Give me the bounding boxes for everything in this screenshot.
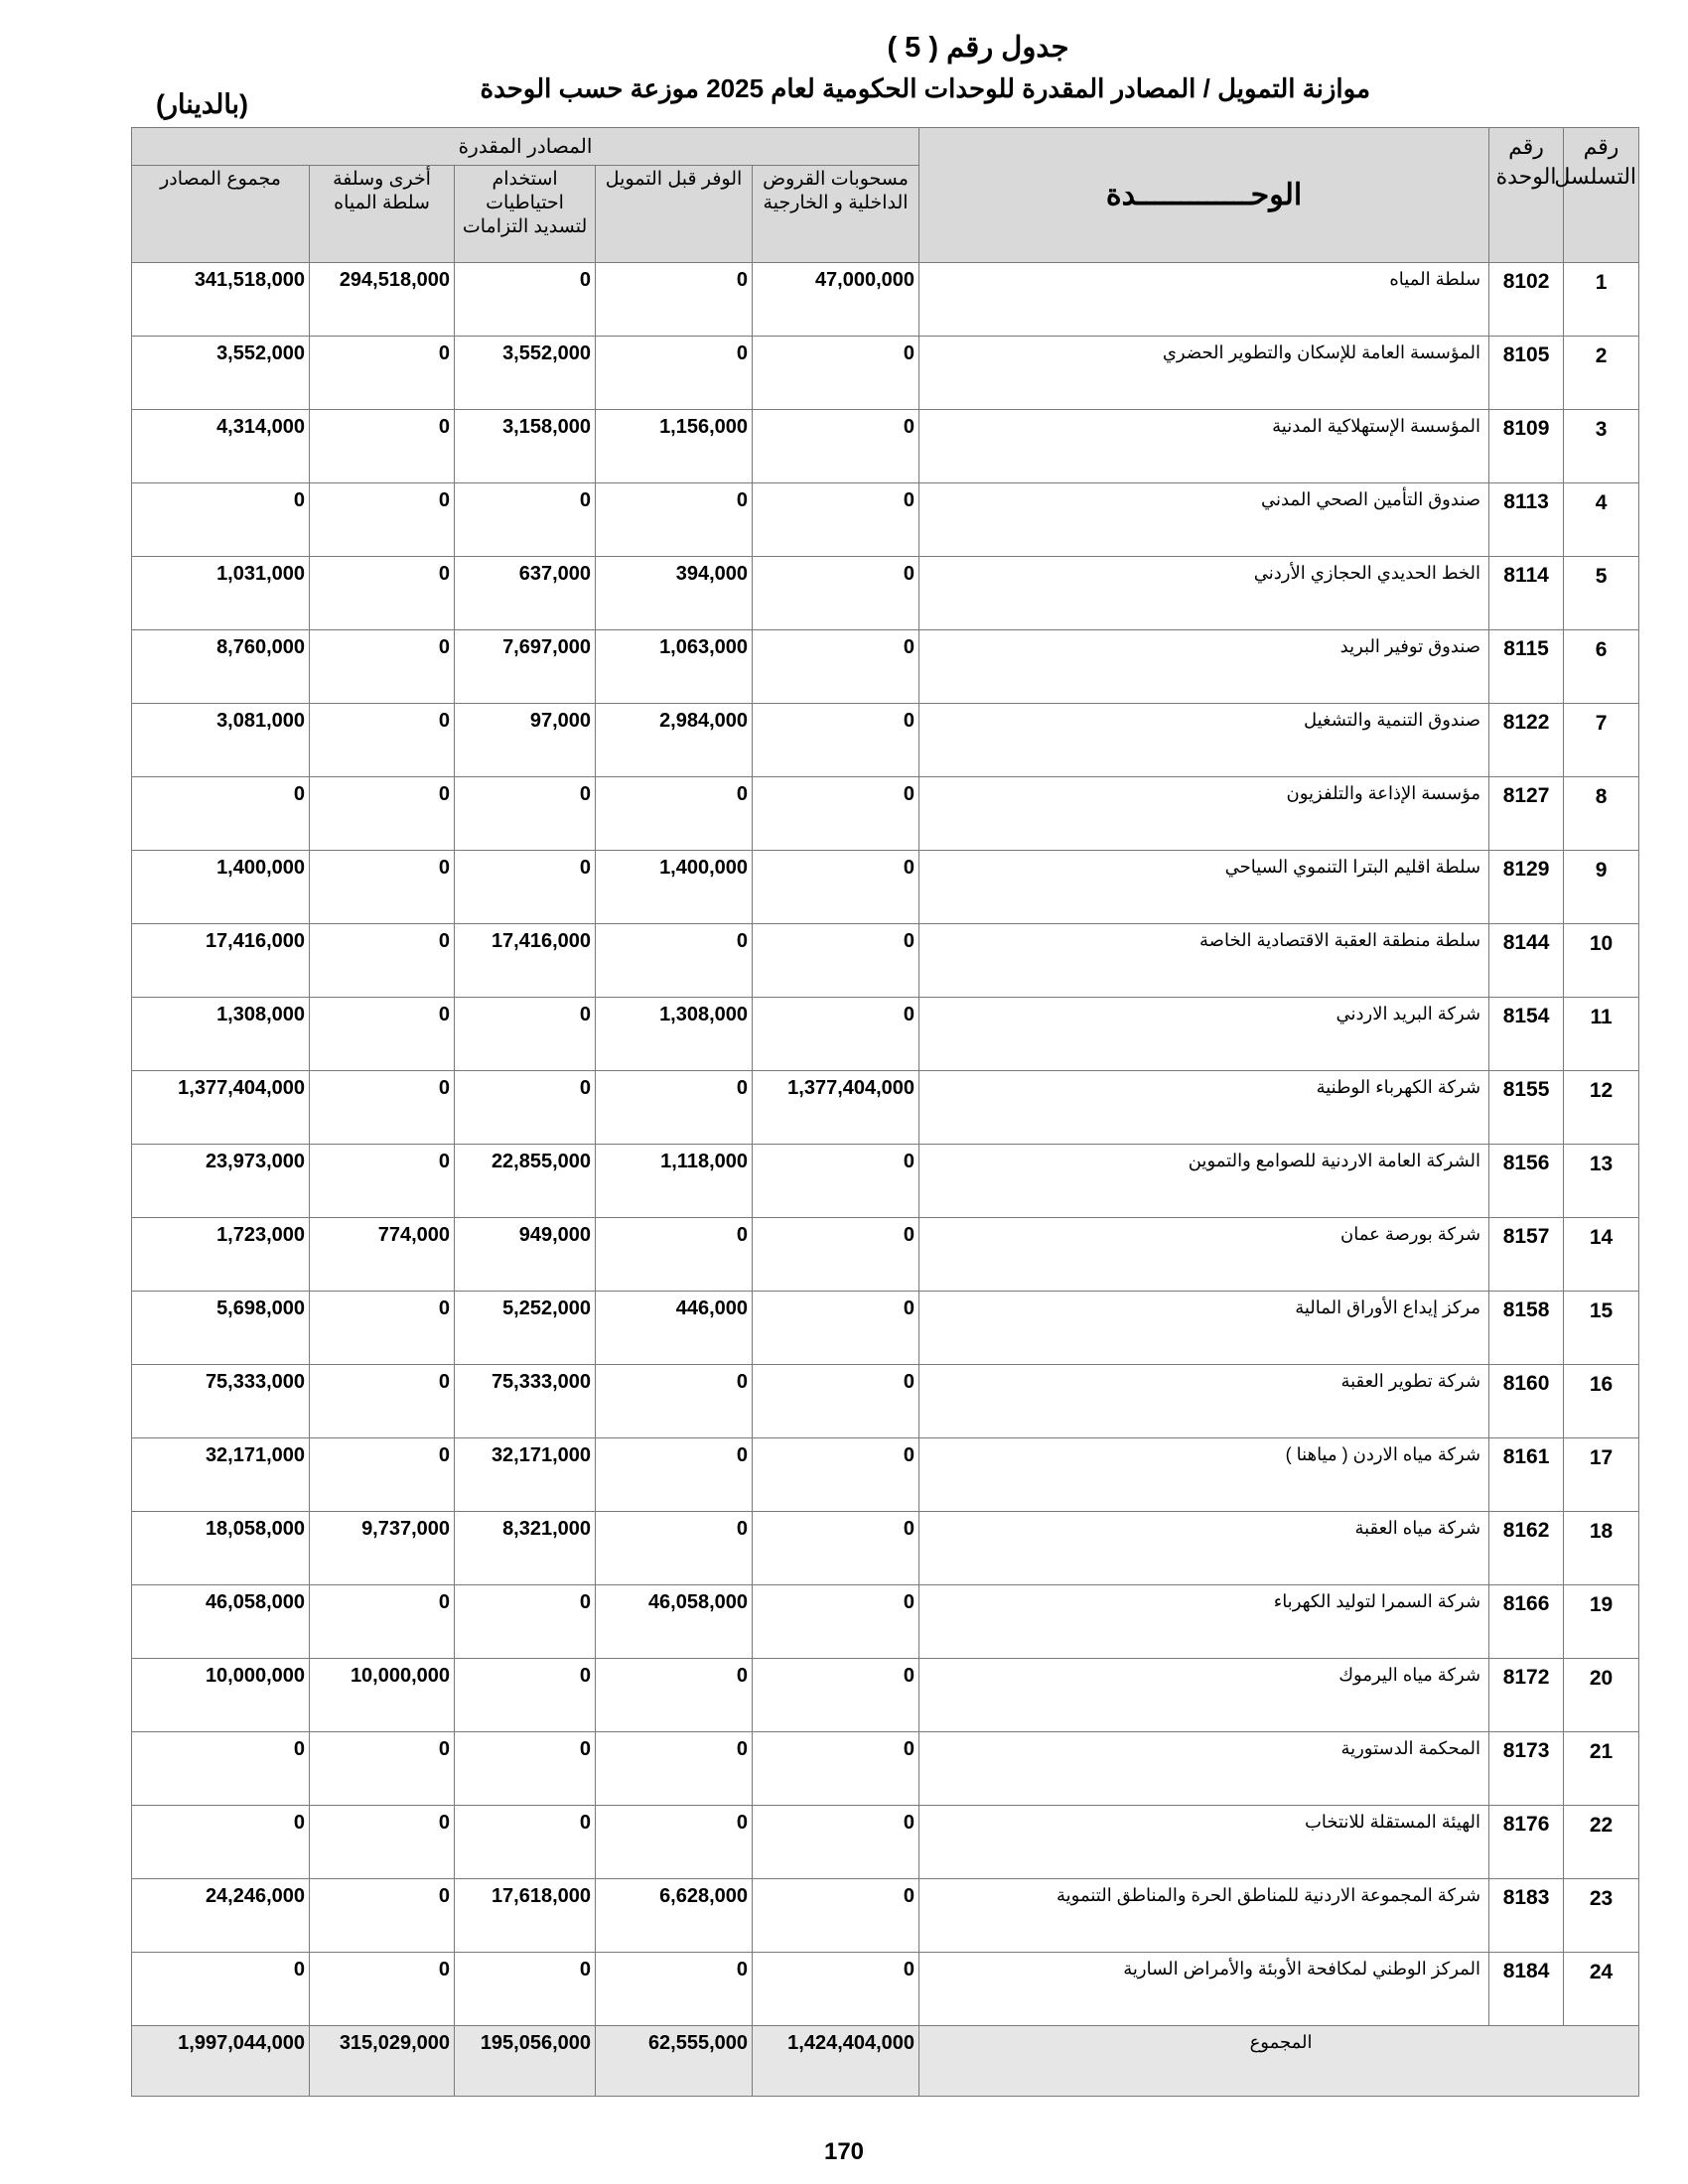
table-row — [132, 704, 1639, 777]
table-row — [132, 1292, 1639, 1365]
row-loans: 0 — [753, 630, 919, 704]
table-row — [132, 998, 1639, 1071]
table-row — [132, 1806, 1639, 1879]
row-other: 774,000 — [310, 1218, 455, 1292]
row-total: 0 — [132, 1806, 310, 1879]
row-seq: 11 — [1564, 998, 1639, 1071]
row-reserves: 0 — [455, 263, 596, 337]
row-other: 0 — [310, 1438, 455, 1512]
row-unit-code: 8162 — [1489, 1512, 1564, 1585]
row-other: 0 — [310, 337, 455, 410]
row-total: 18,058,000 — [132, 1512, 310, 1585]
row-total: 10,000,000 — [132, 1659, 310, 1732]
row-seq: 16 — [1564, 1365, 1639, 1438]
total-other: 315,029,000 — [310, 2026, 455, 2097]
row-other: 0 — [310, 1071, 455, 1145]
row-unit-name: شركة المجموعة الاردنية للمناطق الحرة والمناطق التنموية — [919, 1879, 1489, 1953]
row-reserves: 0 — [455, 1071, 596, 1145]
row-total: 3,552,000 — [132, 337, 310, 410]
row-other: 0 — [310, 1953, 455, 2026]
row-total: 75,333,000 — [132, 1365, 310, 1438]
row-loans: 0 — [753, 1806, 919, 1879]
row-unit-name: الهيئة المستقلة للانتخاب — [919, 1806, 1489, 1879]
row-surplus: 0 — [596, 1071, 753, 1145]
row-loans: 0 — [753, 1585, 919, 1659]
row-surplus: 0 — [596, 1218, 753, 1292]
row-reserves: 97,000 — [455, 704, 596, 777]
col-header-reserves: استخدام احتياطيات لتسديد التزامات — [455, 166, 596, 263]
row-unit-code: 8154 — [1489, 998, 1564, 1071]
row-unit-code: 8114 — [1489, 557, 1564, 630]
row-total: 32,171,000 — [132, 1438, 310, 1512]
table-number-heading — [0, 30, 1688, 65]
row-unit-code: 8127 — [1489, 777, 1564, 851]
row-other: 0 — [310, 924, 455, 998]
row-total: 23,973,000 — [132, 1145, 310, 1218]
row-surplus: 1,400,000 — [596, 851, 753, 924]
row-unit-name: المؤسسة العامة للإسكان والتطوير الحضري — [919, 337, 1489, 410]
row-unit-code: 8109 — [1489, 410, 1564, 483]
row-unit-name: شركة الكهرباء الوطنية — [919, 1071, 1489, 1145]
row-surplus: 1,063,000 — [596, 630, 753, 704]
row-reserves: 3,552,000 — [455, 337, 596, 410]
row-other: 0 — [310, 1732, 455, 1806]
row-total: 341,518,000 — [132, 263, 310, 337]
table-row — [132, 1659, 1639, 1732]
row-unit-name: المركز الوطني لمكافحة الأوبئة والأمراض السارية — [919, 1953, 1489, 2026]
row-reserves: 0 — [455, 1806, 596, 1879]
row-surplus: 0 — [596, 483, 753, 557]
row-loans: 0 — [753, 1512, 919, 1585]
row-surplus: 46,058,000 — [596, 1585, 753, 1659]
row-reserves: 17,416,000 — [455, 924, 596, 998]
row-total: 1,031,000 — [132, 557, 310, 630]
row-total: 17,416,000 — [132, 924, 310, 998]
row-seq: 4 — [1564, 483, 1639, 557]
row-reserves: 22,855,000 — [455, 1145, 596, 1218]
row-unit-code: 8176 — [1489, 1806, 1564, 1879]
row-loans: 0 — [753, 1953, 919, 2026]
row-seq: 18 — [1564, 1512, 1639, 1585]
row-surplus: 0 — [596, 1732, 753, 1806]
table-row — [132, 777, 1639, 851]
col-group-sources: المصادر المقدرة — [132, 128, 919, 166]
row-unit-name: الشركة العامة الاردنية للصوامع والتموين — [919, 1145, 1489, 1218]
row-surplus: 0 — [596, 924, 753, 998]
row-unit-name: شركة تطوير العقبة — [919, 1365, 1489, 1438]
row-seq: 8 — [1564, 777, 1639, 851]
row-seq: 13 — [1564, 1145, 1639, 1218]
row-reserves: 0 — [455, 851, 596, 924]
row-unit-name: سلطة اقليم البترا التنموي السياحي — [919, 851, 1489, 924]
row-surplus: 0 — [596, 337, 753, 410]
row-unit-code: 8105 — [1489, 337, 1564, 410]
row-other: 0 — [310, 483, 455, 557]
row-unit-code: 8157 — [1489, 1218, 1564, 1292]
col-header-seq: رقم التسلسل — [1564, 128, 1639, 263]
col-header-other: أخرى وسلفة سلطة المياه — [310, 166, 455, 263]
row-other: 0 — [310, 1879, 455, 1953]
row-surplus: 446,000 — [596, 1292, 753, 1365]
row-total: 4,314,000 — [132, 410, 310, 483]
table-body — [132, 263, 1639, 2097]
table-row — [132, 1071, 1639, 1145]
row-other: 0 — [310, 630, 455, 704]
row-total: 8,760,000 — [132, 630, 310, 704]
row-total: 1,377,404,000 — [132, 1071, 310, 1145]
row-total: 0 — [132, 1732, 310, 1806]
page-title: موازنة التمويل / المصادر المقدرة للوحدات الحكومية لعام 2025 موزعة حسب الوحدة — [480, 73, 1370, 103]
row-unit-name: شركة السمرا لتوليد الكهرباء — [919, 1585, 1489, 1659]
row-loans: 0 — [753, 337, 919, 410]
row-seq: 10 — [1564, 924, 1639, 998]
row-reserves: 0 — [455, 777, 596, 851]
row-unit-code: 8172 — [1489, 1659, 1564, 1732]
row-other: 0 — [310, 410, 455, 483]
row-surplus: 0 — [596, 1953, 753, 2026]
row-reserves: 0 — [455, 1585, 596, 1659]
row-unit-name: مؤسسة الإذاعة والتلفزيون — [919, 777, 1489, 851]
row-unit-name: شركة مياه الاردن ( مياهنا ) — [919, 1438, 1489, 1512]
row-other: 10,000,000 — [310, 1659, 455, 1732]
row-reserves: 3,158,000 — [455, 410, 596, 483]
table-row — [132, 1879, 1639, 1953]
total-loans: 1,424,404,000 — [753, 2026, 919, 2097]
row-unit-code: 8144 — [1489, 924, 1564, 998]
row-other: 0 — [310, 851, 455, 924]
row-seq: 9 — [1564, 851, 1639, 924]
row-seq: 6 — [1564, 630, 1639, 704]
row-unit-name: صندوق التأمين الصحي المدني — [919, 483, 1489, 557]
row-unit-code: 8158 — [1489, 1292, 1564, 1365]
row-reserves: 637,000 — [455, 557, 596, 630]
row-reserves: 8,321,000 — [455, 1512, 596, 1585]
row-loans: 0 — [753, 998, 919, 1071]
row-loans: 0 — [753, 410, 919, 483]
row-loans: 0 — [753, 1438, 919, 1512]
row-surplus: 0 — [596, 1438, 753, 1512]
row-loans: 0 — [753, 924, 919, 998]
row-unit-name: مركز إيداع الأوراق المالية — [919, 1292, 1489, 1365]
row-reserves: 949,000 — [455, 1218, 596, 1292]
col-header-loans: مسحوبات القروض الداخلية و الخارجية — [753, 166, 919, 263]
row-unit-name: شركة بورصة عمان — [919, 1218, 1489, 1292]
row-unit-code: 8102 — [1489, 263, 1564, 337]
table-row — [132, 410, 1639, 483]
total-surplus: 62,555,000 — [596, 2026, 753, 2097]
table-row — [132, 1732, 1639, 1806]
table-row — [132, 483, 1639, 557]
col-header-code: رقم الوحدة — [1489, 128, 1564, 263]
row-seq: 3 — [1564, 410, 1639, 483]
row-seq: 23 — [1564, 1879, 1639, 1953]
row-unit-name: صندوق توفير البريد — [919, 630, 1489, 704]
table-row — [132, 1585, 1639, 1659]
total-reserves: 195,056,000 — [455, 2026, 596, 2097]
row-unit-code: 8156 — [1489, 1145, 1564, 1218]
row-reserves: 0 — [455, 1732, 596, 1806]
row-unit-code: 8161 — [1489, 1438, 1564, 1512]
row-loans: 0 — [753, 1732, 919, 1806]
row-total: 1,308,000 — [132, 998, 310, 1071]
row-other: 0 — [310, 1585, 455, 1659]
row-other: 0 — [310, 1365, 455, 1438]
row-surplus: 0 — [596, 1659, 753, 1732]
row-unit-code: 8166 — [1489, 1585, 1564, 1659]
row-reserves: 17,618,000 — [455, 1879, 596, 1953]
total-row — [132, 2026, 1639, 2097]
total-label: المجموع — [919, 2026, 1639, 2097]
row-loans: 0 — [753, 1879, 919, 1953]
row-unit-name: صندوق التنمية والتشغيل — [919, 704, 1489, 777]
row-seq: 15 — [1564, 1292, 1639, 1365]
table-row — [132, 851, 1639, 924]
row-loans: 0 — [753, 1659, 919, 1732]
row-total: 46,058,000 — [132, 1585, 310, 1659]
table-header — [132, 128, 1639, 263]
row-unit-name: سلطة منطقة العقبة الاقتصادية الخاصة — [919, 924, 1489, 998]
row-loans: 0 — [753, 777, 919, 851]
row-unit-name: شركة مياه اليرموك — [919, 1659, 1489, 1732]
row-other: 0 — [310, 557, 455, 630]
row-reserves: 0 — [455, 1659, 596, 1732]
row-other: 0 — [310, 704, 455, 777]
row-loans: 0 — [753, 1292, 919, 1365]
row-unit-code: 8113 — [1489, 483, 1564, 557]
row-other: 0 — [310, 1292, 455, 1365]
budget-table — [131, 127, 1639, 2097]
row-loans: 0 — [753, 704, 919, 777]
row-unit-code: 8184 — [1489, 1953, 1564, 2026]
row-loans: 0 — [753, 851, 919, 924]
row-surplus: 394,000 — [596, 557, 753, 630]
total-sum: 1,997,044,000 — [132, 2026, 310, 2097]
table-number: جدول رقم ( 5 ) — [887, 32, 1069, 64]
row-seq: 21 — [1564, 1732, 1639, 1806]
row-seq: 17 — [1564, 1438, 1639, 1512]
row-total: 0 — [132, 777, 310, 851]
row-unit-name: المؤسسة الإستهلاكية المدنية — [919, 410, 1489, 483]
row-loans: 0 — [753, 1218, 919, 1292]
row-surplus: 6,628,000 — [596, 1879, 753, 1953]
table-row — [132, 557, 1639, 630]
row-seq: 2 — [1564, 337, 1639, 410]
row-seq: 20 — [1564, 1659, 1639, 1732]
col-header-surplus: الوفر قبل التمويل — [596, 166, 753, 263]
row-unit-code: 8129 — [1489, 851, 1564, 924]
row-surplus: 2,984,000 — [596, 704, 753, 777]
row-unit-code: 8155 — [1489, 1071, 1564, 1145]
row-other: 0 — [310, 777, 455, 851]
row-total: 24,246,000 — [132, 1879, 310, 1953]
table-row — [132, 1365, 1639, 1438]
row-total: 0 — [132, 1953, 310, 2026]
table-row — [132, 1953, 1639, 2026]
row-surplus: 0 — [596, 1365, 753, 1438]
row-unit-name: شركة البريد الاردني — [919, 998, 1489, 1071]
row-seq: 19 — [1564, 1585, 1639, 1659]
row-reserves: 0 — [455, 998, 596, 1071]
row-surplus: 0 — [596, 1806, 753, 1879]
row-unit-code: 8122 — [1489, 704, 1564, 777]
row-unit-code: 8173 — [1489, 1732, 1564, 1806]
table-row — [132, 1145, 1639, 1218]
table-row — [132, 1438, 1639, 1512]
row-total: 0 — [132, 483, 310, 557]
table-row — [132, 1218, 1639, 1292]
row-seq: 5 — [1564, 557, 1639, 630]
row-unit-name: الخط الحديدي الحجازي الأردني — [919, 557, 1489, 630]
row-other: 0 — [310, 998, 455, 1071]
col-header-unit: الوحـــــــــــــدة — [919, 128, 1489, 263]
row-unit-code: 8115 — [1489, 630, 1564, 704]
row-reserves: 5,252,000 — [455, 1292, 596, 1365]
row-loans: 47,000,000 — [753, 263, 919, 337]
table-row — [132, 337, 1639, 410]
row-total: 3,081,000 — [132, 704, 310, 777]
row-surplus: 1,118,000 — [596, 1145, 753, 1218]
row-seq: 1 — [1564, 263, 1639, 337]
row-surplus: 0 — [596, 1512, 753, 1585]
row-surplus: 1,308,000 — [596, 998, 753, 1071]
page-number: 170 — [823, 2138, 865, 2165]
row-total: 5,698,000 — [132, 1292, 310, 1365]
row-seq: 14 — [1564, 1218, 1639, 1292]
row-surplus: 0 — [596, 777, 753, 851]
row-other: 9,737,000 — [310, 1512, 455, 1585]
table-row — [132, 924, 1639, 998]
row-seq: 24 — [1564, 1953, 1639, 2026]
row-surplus: 1,156,000 — [596, 410, 753, 483]
row-seq: 7 — [1564, 704, 1639, 777]
row-loans: 0 — [753, 1365, 919, 1438]
row-reserves: 7,697,000 — [455, 630, 596, 704]
table-row — [132, 1512, 1639, 1585]
row-loans: 0 — [753, 1145, 919, 1218]
row-loans: 1,377,404,000 — [753, 1071, 919, 1145]
row-reserves: 0 — [455, 483, 596, 557]
row-unit-code: 8183 — [1489, 1879, 1564, 1953]
row-seq: 12 — [1564, 1071, 1639, 1145]
currency-note: (بالدينار) — [156, 89, 249, 119]
row-other: 294,518,000 — [310, 263, 455, 337]
row-reserves: 0 — [455, 1953, 596, 2026]
row-other: 0 — [310, 1806, 455, 1879]
row-unit-name: سلطة المياه — [919, 263, 1489, 337]
row-other: 0 — [310, 1145, 455, 1218]
row-unit-name: المحكمة الدستورية — [919, 1732, 1489, 1806]
table-row — [132, 263, 1639, 337]
row-total: 1,400,000 — [132, 851, 310, 924]
table-row — [132, 630, 1639, 704]
col-header-total: مجموع المصادر — [132, 166, 310, 263]
row-unit-code: 8160 — [1489, 1365, 1564, 1438]
row-reserves: 75,333,000 — [455, 1365, 596, 1438]
row-loans: 0 — [753, 557, 919, 630]
row-total: 1,723,000 — [132, 1218, 310, 1292]
row-reserves: 32,171,000 — [455, 1438, 596, 1512]
row-loans: 0 — [753, 483, 919, 557]
row-surplus: 0 — [596, 263, 753, 337]
row-seq: 22 — [1564, 1806, 1639, 1879]
row-unit-name: شركة مياه العقبة — [919, 1512, 1489, 1585]
